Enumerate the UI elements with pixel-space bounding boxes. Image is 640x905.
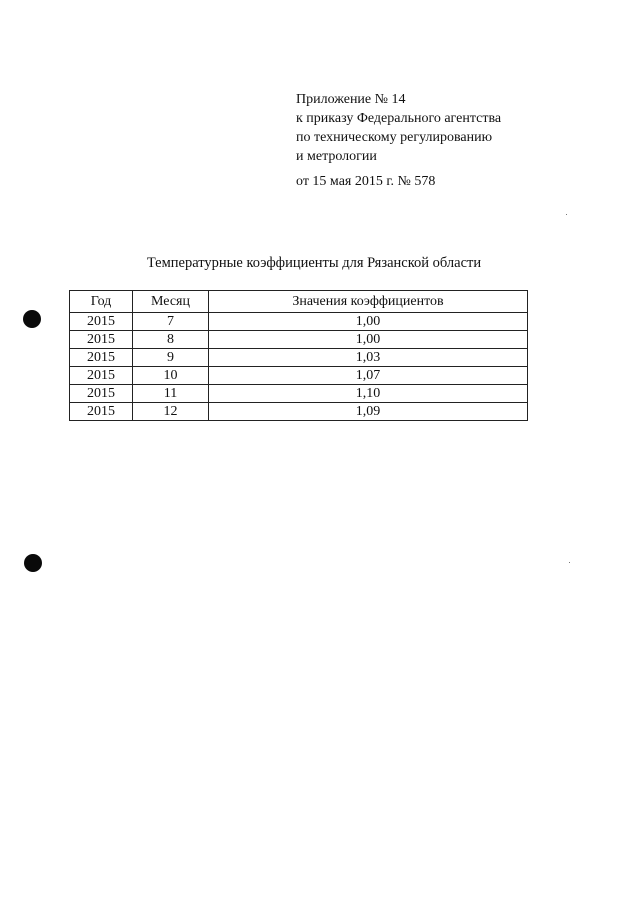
scan-speck <box>569 562 570 563</box>
cell-coefficient: 1,09 <box>209 403 528 421</box>
cell-month: 10 <box>133 367 209 385</box>
table-row <box>70 385 528 403</box>
header-coefficient: Значения коэффициентов <box>209 291 528 313</box>
cell-year: 2015 <box>70 349 133 367</box>
coefficients-table <box>69 290 528 421</box>
document-title <box>0 255 640 272</box>
cell-year: 2015 <box>70 385 133 403</box>
table-header-row <box>70 291 528 313</box>
cell-month: 11 <box>133 385 209 403</box>
scan-speck <box>566 214 567 215</box>
punch-hole-bottom <box>24 554 42 572</box>
header-year: Год <box>70 291 133 313</box>
punch-hole-top <box>23 310 41 328</box>
header-month: Месяц <box>133 291 209 313</box>
cell-month: 8 <box>133 331 209 349</box>
appendix-order-ref: к приказу Федерального агентства <box>296 111 502 126</box>
cell-coefficient: 1,00 <box>209 313 528 331</box>
cell-coefficient: 1,00 <box>209 331 528 349</box>
appendix-agency-line: по техническому регулированию <box>296 130 493 145</box>
cell-year: 2015 <box>70 403 133 421</box>
appendix-metrology-line: и метрологии <box>296 149 377 164</box>
document-title-text: Температурные коэффициенты для Рязанской области <box>146 255 482 271</box>
table-row <box>70 313 528 331</box>
cell-month: 12 <box>133 403 209 421</box>
appendix-number: Приложение № 14 <box>296 92 406 107</box>
table-row <box>70 403 528 421</box>
cell-year: 2015 <box>70 367 133 385</box>
cell-coefficient: 1,07 <box>209 367 528 385</box>
appendix-header <box>296 90 616 191</box>
table-row <box>70 331 528 349</box>
cell-year: 2015 <box>70 313 133 331</box>
appendix-order-date: от 15 мая 2015 г. № 578 <box>296 174 436 189</box>
cell-coefficient: 1,03 <box>209 349 528 367</box>
table-row <box>70 349 528 367</box>
table-row <box>70 367 528 385</box>
cell-month: 7 <box>133 313 209 331</box>
cell-year: 2015 <box>70 331 133 349</box>
cell-coefficient: 1,10 <box>209 385 528 403</box>
cell-month: 9 <box>133 349 209 367</box>
